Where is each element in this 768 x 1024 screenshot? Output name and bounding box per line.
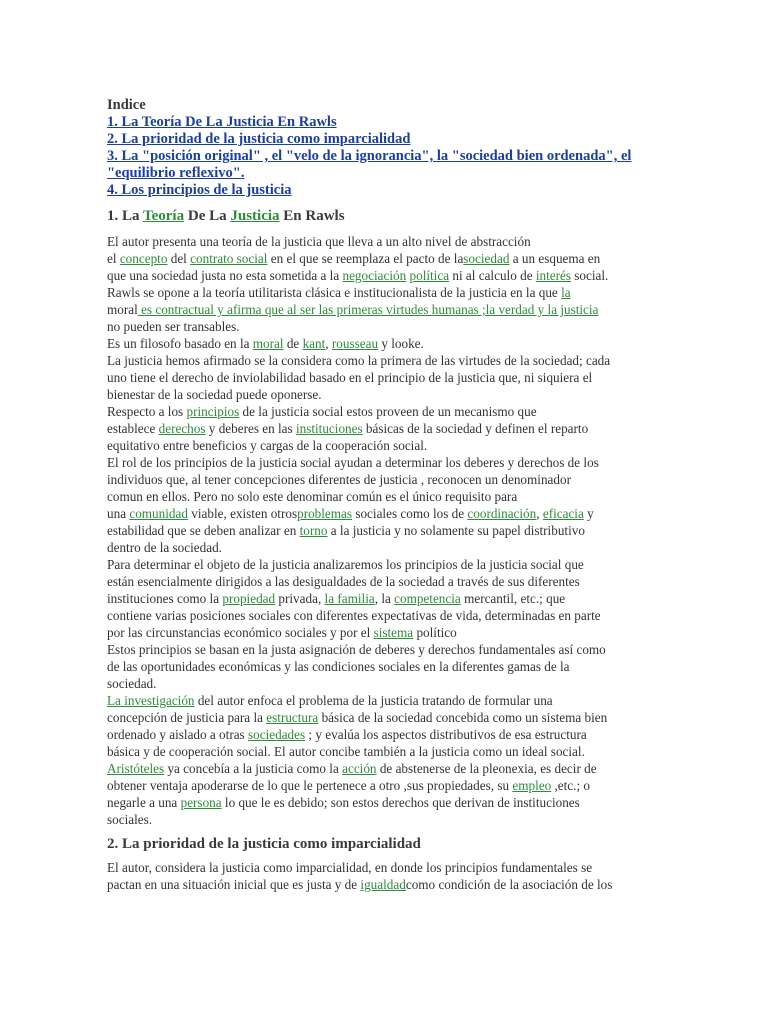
text-run: , la [374, 591, 395, 606]
text-run: una [107, 506, 130, 521]
inline-link[interactable]: empleo [512, 778, 552, 793]
text-run: a la justicia y no solamente su papel distributivo [327, 523, 585, 538]
text-run: dentro de la sociedad. [107, 540, 222, 555]
inline-link[interactable]: contrato social [190, 251, 268, 266]
text-run: y looke. [378, 336, 424, 351]
toc-link-1[interactable]: 1. La Teoría De La Justicia En Rawls [107, 114, 337, 130]
text-line [107, 369, 667, 386]
inline-link[interactable]: sociedad [463, 251, 510, 266]
inline-link[interactable]: Aristóteles [107, 761, 165, 776]
text-run: a un esquema en [509, 251, 601, 266]
inline-link[interactable]: es contractual y afirma que al ser las primeras virtudes humanas ;la verdad y la justicia [137, 302, 599, 317]
text-run: sociales. [107, 812, 153, 827]
text-run: Para determinar el objeto de la justicia analizaremos los principios de la justicia social que [107, 557, 584, 572]
text-line [107, 471, 667, 488]
text-line [107, 488, 667, 505]
inline-link[interactable]: moral [252, 336, 284, 351]
text-line [107, 658, 667, 675]
text-line [107, 437, 667, 454]
text-line [107, 556, 667, 573]
text-line [107, 777, 667, 794]
text-run: como condición de la asociación de los [405, 877, 613, 892]
text-run: por las circunstancias económico sociales y por el [107, 625, 374, 640]
text-line [107, 876, 667, 893]
inline-link[interactable]: sociedades [248, 727, 306, 742]
section-1-heading: 1. La Teoría De La Justicia En Rawls [107, 208, 345, 224]
text-run: básica de la sociedad concebida como un sistema bien [318, 710, 608, 725]
section-2-body [107, 859, 667, 893]
text-line [107, 641, 667, 658]
text-run: Es un filosofo basado en la [107, 336, 253, 351]
inline-link[interactable]: coordinación [467, 506, 537, 521]
text-run: El autor, considera la justicia como imparcialidad, en donde los principios fundamentales se [107, 860, 593, 875]
section-2-heading: 2. La prioridad de la justicia como imparcialidad [107, 836, 421, 852]
text-line [107, 726, 667, 743]
text-run: moral [107, 302, 138, 317]
inline-link[interactable]: competencia [394, 591, 461, 606]
text-run: uno tiene el derecho de inviolabilidad basado en el principio de la justicia que, ni siquiera el [107, 370, 593, 385]
text-run: político [413, 625, 457, 640]
inline-link[interactable]: concepto [119, 251, 168, 266]
inline-link[interactable]: comunidad [129, 506, 188, 521]
section-1-body [107, 233, 667, 828]
table-of-contents [107, 114, 667, 199]
text-run: El rol de los principios de la justicia social ayudan a determinar los deberes y derechos de los [107, 455, 599, 470]
text-line [107, 233, 667, 250]
text-run: social. [571, 268, 609, 283]
text-run: obtener ventaja apoderarse de lo que le pertenece a otro ,sus propiedades, su [107, 778, 513, 793]
text-run: y deberes en las [205, 421, 296, 436]
heading-link-teoria[interactable]: Teoría [142, 208, 185, 224]
text-run: , [536, 506, 543, 521]
text-run: que una sociedad justa no esta sometida a la [107, 268, 343, 283]
text-run: ,etc.; o [551, 778, 591, 793]
text-run: el [107, 251, 120, 266]
inline-link[interactable]: interés [535, 268, 571, 283]
inline-link[interactable]: problemas [297, 506, 353, 521]
text-run: equitativo entre beneficios y cargas de la cooperación social. [107, 438, 428, 453]
text-line [107, 539, 667, 556]
text-run: de las oportunidades económicas y las condiciones sociales en la diferentes gamas de la [107, 659, 570, 674]
text-line [107, 505, 667, 522]
text-run: de [283, 336, 303, 351]
inline-link[interactable]: eficacia [542, 506, 584, 521]
text-run: establece [107, 421, 159, 436]
inline-link[interactable]: sistema [373, 625, 414, 640]
text-line [107, 284, 667, 301]
toc-link-4[interactable]: 4. Los principios de la justicia [107, 182, 292, 198]
text-run: Estos principios se basan en la justa asignación de deberes y derechos fundamentales así como [107, 642, 606, 657]
text-line [107, 859, 667, 876]
text-run: pactan en una situación inicial que es justa y de [107, 877, 361, 892]
toc-link-2[interactable]: 2. La prioridad de la justicia como imparcialidad [107, 131, 411, 147]
inline-link[interactable]: política [409, 268, 450, 283]
text-run: lo que le es debido; son estos derechos que derivan de instituciones [221, 795, 580, 810]
text-line [107, 352, 667, 369]
text-run: viable, existen otros [187, 506, 298, 521]
text-line [107, 573, 667, 590]
inline-link[interactable]: persona [180, 795, 222, 810]
text-line [107, 403, 667, 420]
text-run: Respecto a los [107, 404, 187, 419]
text-run: del [167, 251, 191, 266]
text-run: sociales como los de [352, 506, 468, 521]
inline-link[interactable]: La investigación [107, 693, 195, 708]
text-run: La justicia hemos afirmado se la considera como la primera de las virtudes de la sociedad; cada [107, 353, 611, 368]
text-run: individuos que, al tener concepciones diferentes de justicia , reconocen un denominador [107, 472, 571, 487]
text-line [107, 675, 667, 692]
inline-link[interactable]: acción [342, 761, 377, 776]
text-line [107, 607, 667, 624]
inline-link[interactable]: torno [299, 523, 328, 538]
text-run: en el que se reemplaza el pacto de la [267, 251, 464, 266]
text-line [107, 522, 667, 539]
inline-link[interactable]: derechos [158, 421, 206, 436]
text-line [107, 709, 667, 726]
inline-link[interactable]: la familia [324, 591, 375, 606]
text-line [107, 760, 667, 777]
text-run: ordenado y aislado a otras [107, 727, 248, 742]
text-run: están esencialmente dirigidos a las desigualdades de la sociedad a través de sus diferentes [107, 574, 580, 589]
text-line [107, 454, 667, 471]
text-line [107, 590, 667, 607]
text-line [107, 301, 667, 318]
inline-link[interactable]: estructura [266, 710, 319, 725]
heading-link-justicia[interactable]: Justicia [230, 208, 280, 224]
text-run: privada, [275, 591, 325, 606]
inline-link[interactable]: negociación [342, 268, 407, 283]
text-run: Rawls se opone a la teoría utilitarista clásica e institucionalista de la justicia en la que [107, 285, 562, 300]
text-run: de abstenerse de la pleonexia, es decir de [376, 761, 597, 776]
text-run: ya concebía a la justicia como la [164, 761, 343, 776]
text-run: ; y evalúa los aspectos distributivos de esa estructura [305, 727, 587, 742]
inline-link[interactable]: igualdad [360, 877, 406, 892]
text-run: sociedad. [107, 676, 157, 691]
text-run: El autor presenta una teoría de la justicia que lleva a un alto nivel de abstracción [107, 234, 531, 249]
text-line [107, 250, 667, 267]
text-run: del autor enfoca el problema de la justicia tratando de formular una [194, 693, 553, 708]
toc-link-3-cont[interactable]: "equilibrio reflexivo". [107, 165, 245, 181]
text-run: no pueden ser transables. [107, 319, 240, 334]
text-run: básicas de la sociedad y definen el reparto [362, 421, 589, 436]
text-line [107, 318, 667, 335]
text-run: negarle a una [107, 795, 181, 810]
text-run: y [583, 506, 594, 521]
inline-link[interactable]: la [561, 285, 571, 300]
text-line [107, 624, 667, 641]
toc-link-3[interactable]: 3. La "posición original" , el "velo de la ignorancia", la "sociedad bien ordenada", el [107, 148, 632, 164]
text-run: de la justicia social estos proveen de un mecanismo que [239, 404, 537, 419]
inline-link[interactable]: propiedad [222, 591, 276, 606]
text-line [107, 386, 667, 403]
text-run: bienestar de la sociedad puede oponerse. [107, 387, 322, 402]
text-line [107, 794, 667, 811]
inline-link[interactable]: principios [186, 404, 240, 419]
text-line [107, 692, 667, 709]
text-line [107, 743, 667, 760]
inline-link[interactable]: rousseau [331, 336, 379, 351]
text-run: , [325, 336, 332, 351]
text-line [107, 811, 667, 828]
text-run: concepción de justicia para la [107, 710, 267, 725]
text-run: básica y de cooperación social. El autor concibe también a la justicia como un ideal social. [107, 744, 585, 759]
text-line [107, 420, 667, 437]
text-line [107, 335, 667, 352]
text-run: mercantil, etc.; que [460, 591, 566, 606]
text-run: contiene varias posiciones sociales con diferentes expectativas de vida, determinadas en parte [107, 608, 601, 623]
text-run: estabilidad que se deben analizar en [107, 523, 300, 538]
text-run: ni al calculo de [449, 268, 536, 283]
text-run: instituciones como la [107, 591, 223, 606]
inline-link[interactable]: kant [302, 336, 326, 351]
text-line [107, 267, 667, 284]
text-run: comun en ellos. Pero no solo este denominar común es el único requisito para [107, 489, 518, 504]
toc-title: Indice [107, 97, 146, 113]
inline-link[interactable]: instituciones [295, 421, 363, 436]
